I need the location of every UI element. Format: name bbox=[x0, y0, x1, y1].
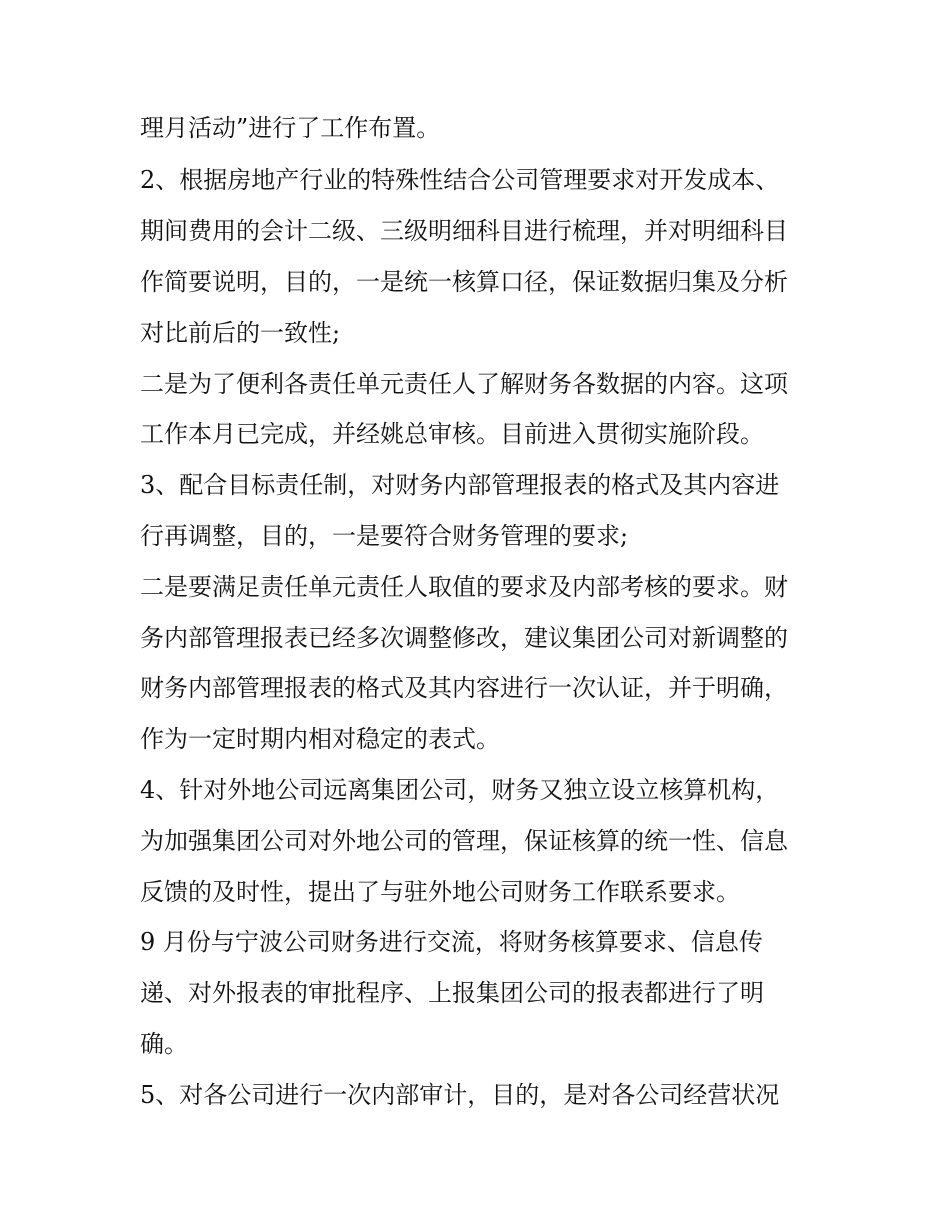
text-line: 2、根据房地产行业的特殊性结合公司管理要求对开发成本、 bbox=[140, 166, 780, 194]
text-line: 为加强集团公司对外地公司的管理，保证核算的统一性、信息 bbox=[140, 827, 788, 855]
text-line: 9 月份与宁波公司财务进行交流，将财务核算要求、信息传 bbox=[140, 928, 763, 956]
text-line: 3、配合目标责任制，对财务内部管理报表的格式及其内容进 bbox=[140, 471, 780, 499]
text-line: 确。 bbox=[140, 1030, 188, 1058]
text-line: 行再调整，目的，一是要符合财务管理的要求; bbox=[140, 522, 629, 550]
text-line: 务内部管理报表已经多次调整修改，建议集团公司对新调整的 bbox=[140, 624, 788, 652]
text-line: 财务内部管理报表的格式及其内容进行一次认证，并于明确， bbox=[140, 674, 788, 702]
text-line: 作为一定时期内相对稳定的表式。 bbox=[140, 725, 500, 753]
text-line: 5、对各公司进行一次内部审计，目的，是对各公司经营状况 bbox=[140, 1081, 780, 1109]
text-line: 理月活动”进行了工作布置。 bbox=[140, 114, 441, 142]
text-line: 对比前后的一致性; bbox=[140, 319, 341, 347]
text-line: 4、针对外地公司远离集团公司，财务又独立设立核算机构， bbox=[140, 776, 780, 804]
text-line: 二是要满足责任单元责任人取值的要求及内部考核的要求。财 bbox=[140, 573, 788, 601]
text-line: 工作本月已完成，并经姚总审核。目前进入贯彻实施阶段。 bbox=[140, 420, 764, 448]
text-line: 反馈的及时性，提出了与驻外地公司财务工作联系要求。 bbox=[140, 878, 740, 906]
text-line: 期间费用的会计二级、三级明细科目进行梳理，并对明细科目 bbox=[140, 217, 788, 245]
text-line: 递、对外报表的审批程序、上报集团公司的报表都进行了明 bbox=[140, 979, 764, 1007]
text-line: 作简要说明，目的，一是统一核算口径，保证数据归集及分析 bbox=[140, 268, 788, 296]
text-line: 二是为了便利各责任单元责任人了解财务各数据的内容。这项 bbox=[140, 370, 788, 398]
